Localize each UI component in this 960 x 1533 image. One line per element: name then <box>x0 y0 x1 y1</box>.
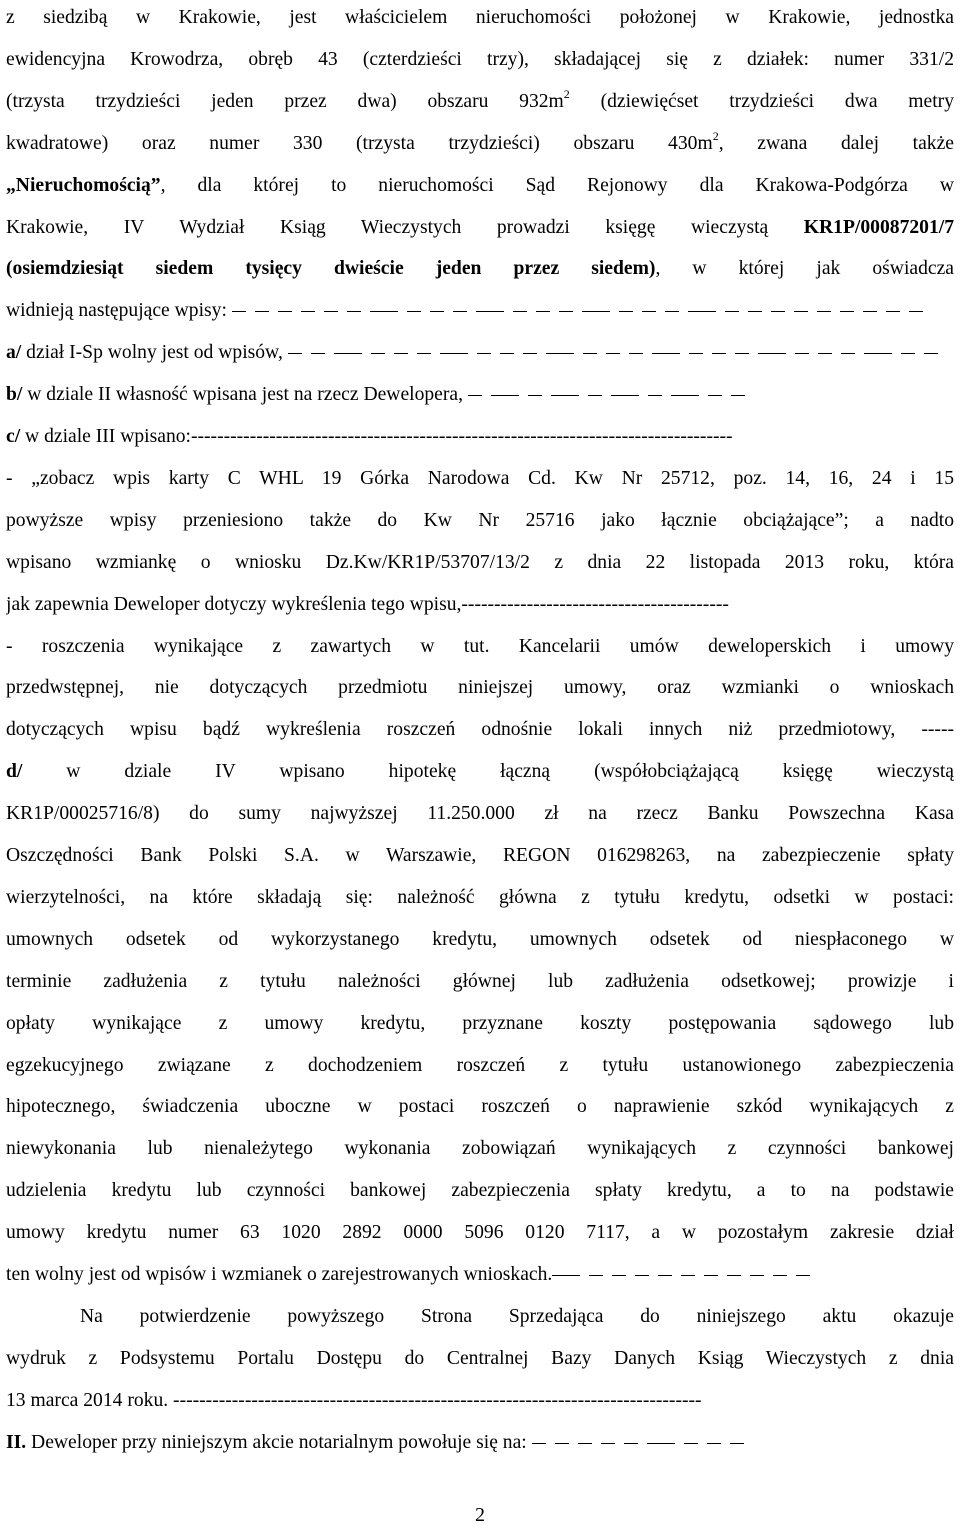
dash-filler <box>417 353 431 354</box>
bold-text: (osiemdziesiąt siedem tysięcy dwieście jeden przez siedem) <box>6 258 656 280</box>
text-span: ten wolny jest od wpisów i wzmianek o zarejestrowanych wnioskach. <box>6 1264 553 1285</box>
text-span: 13 marca 2014 roku. --------------------------------------------------------------------------------- <box>6 1389 702 1411</box>
dash-filler <box>924 353 938 354</box>
dash-filler <box>909 311 923 312</box>
dash-filler <box>794 311 808 312</box>
dash-filler <box>707 1443 721 1444</box>
dash-filler <box>370 311 398 312</box>
text-line <box>6 1131 954 1167</box>
text-span: powyższe wpisy przeniesiono także do Kw Nr 25716 jako łącznie obciążające”; a nadto <box>6 509 954 531</box>
dash-filler <box>619 311 633 312</box>
text-line <box>6 964 954 1000</box>
text-span: dział I-Sp wolny jest od wpisów, <box>21 342 288 364</box>
dash-filler <box>552 1275 580 1276</box>
text-line <box>6 419 954 455</box>
text-line <box>6 670 954 706</box>
text-line <box>6 1006 954 1042</box>
dash-filler <box>731 395 745 396</box>
text-line <box>6 1048 954 1084</box>
text-line <box>6 838 954 874</box>
text-line <box>6 84 954 120</box>
dash-filler <box>578 1443 592 1444</box>
text-span: (dziewięćset trzydzieści dwa metry <box>569 90 954 112</box>
dash-filler <box>704 1275 718 1276</box>
text-span: wierzytelności, na które składają się: należność główna z tytułu kredytu, odsetki w postaci: <box>6 886 954 908</box>
text-span: Oszczędności Bank Polski S.A. w Warszawie, REGON 016298263, na zabezpieczenie spłaty <box>6 845 954 866</box>
text-span: udzielenia kredytu lub czynności bankowej zabezpieczenia spłaty kredytu, a to na podstawie <box>6 1180 954 1202</box>
text-span: Deweloper przy niniejszym akcie notarialnym powołuje się na: <box>26 1431 532 1453</box>
dash-filler <box>684 1443 698 1444</box>
text-span: (trzysta trzydzieści jeden przez dwa) obszaru 932m <box>6 90 564 112</box>
text-line <box>6 293 954 329</box>
superscript: 2 <box>712 128 719 143</box>
dash-filler <box>394 353 408 354</box>
bold-text: „Nieruchomością” <box>6 174 161 196</box>
dash-filler <box>689 353 703 354</box>
text-line <box>6 42 954 78</box>
bold-text: KR1P/00087201/7 <box>803 216 954 238</box>
dash-filler <box>841 353 855 354</box>
dash-filler <box>818 353 832 354</box>
bold-text: d/ <box>6 761 23 783</box>
dash-filler <box>727 1275 741 1276</box>
text-line <box>6 1089 954 1125</box>
text-span: wpisano wzmiankę o wniosku Dz.Kw/KR1P/53707/13/2 z dnia 22 listopada 2013 roku, która <box>6 551 954 573</box>
dash-filler <box>624 1443 638 1444</box>
dash-filler <box>886 311 900 312</box>
dash-filler <box>688 311 716 312</box>
dash-filler <box>665 311 679 312</box>
dash-filler <box>528 395 542 396</box>
dash-filler <box>232 311 246 312</box>
dash-filler <box>771 311 785 312</box>
text-line <box>6 545 954 581</box>
text-span: w dziale II własność wpisana jest na rzecz Dewelopera, <box>22 384 468 406</box>
dash-filler <box>750 1275 764 1276</box>
text-line <box>6 1173 954 1209</box>
dash-filler <box>430 311 444 312</box>
text-span: terminie zadłużenia z tytułu należności głównej lub zadłużenia odsetkowej; prowizje i <box>6 970 954 992</box>
text-span: Na potwierdzenie powyższego Strona Sprzedająca do niniejszego aktu okazuje <box>80 1305 954 1327</box>
dash-filler <box>407 311 421 312</box>
text-span: w dziale IV wpisano hipotekę łączną (współobciążającą księgę wieczystą <box>22 761 954 783</box>
dash-filler <box>583 353 597 354</box>
text-span: Krakowie, IV Wydział Ksiąg Wieczystych prowadzi księgę wieczystą <box>6 216 804 238</box>
text-line <box>6 1425 954 1461</box>
bold-text: a/ <box>6 342 22 364</box>
text-line <box>6 1215 954 1251</box>
text-span: KR1P/00025716/8) do sumy najwyższej 11.250.000 zł na rzecz Banku Powszechna Kasa <box>6 803 954 825</box>
dash-filler <box>500 353 514 354</box>
dash-filler <box>652 353 680 354</box>
dash-filler <box>658 1275 672 1276</box>
page-number: 2 <box>475 1504 485 1526</box>
dash-filler <box>523 353 537 354</box>
dash-filler <box>611 395 639 396</box>
text-line <box>6 210 954 246</box>
text-span: dotyczących wpisu bądź wykreślenia roszczeń odnośnie lokali innych niż przedmiotowy, ----- <box>6 719 954 741</box>
text-span: widnieją następujące wpisy: <box>6 300 232 322</box>
dash-filler <box>758 353 786 354</box>
dash-filler <box>371 353 385 354</box>
bold-text: b/ <box>6 384 23 406</box>
bold-text: II. <box>6 1431 27 1453</box>
dash-filler <box>532 1443 546 1444</box>
dash-filler <box>671 395 699 396</box>
dash-filler <box>863 311 877 312</box>
text-span: w dziale III wpisano:----------------------------------------------------------------------------------- <box>20 426 733 447</box>
dash-filler <box>606 353 620 354</box>
dash-filler <box>546 353 574 354</box>
dash-filler <box>440 353 468 354</box>
text-line <box>6 629 954 665</box>
dash-filler <box>712 353 726 354</box>
dash-filler <box>588 395 602 396</box>
dash-filler <box>278 311 292 312</box>
text-span: przedwstępnej, nie dotyczących przedmiotu niniejszej umowy, oraz wzmianki o wnioskach <box>6 677 954 699</box>
dash-filler <box>347 311 361 312</box>
dash-filler <box>589 1275 603 1276</box>
text-span: z siedzibą w Krakowie, jest właścicielem nieruchomości położonej w Krakowie, jednostka <box>6 7 954 28</box>
dash-filler <box>334 353 362 354</box>
dash-filler <box>555 1443 569 1444</box>
text-span: umowy kredytu numer 63 1020 2892 0000 5096 0120 7117, a w pozostałym zakresie dział <box>6 1222 954 1244</box>
dash-filler <box>288 353 302 354</box>
dash-filler <box>648 395 662 396</box>
dash-filler <box>453 311 467 312</box>
dash-filler <box>311 353 325 354</box>
dash-filler <box>582 311 610 312</box>
text-line <box>6 587 954 623</box>
dash-filler <box>708 395 722 396</box>
dash-filler <box>735 353 749 354</box>
bold-text: c/ <box>6 426 21 447</box>
dash-filler <box>725 311 739 312</box>
text-line <box>6 922 954 958</box>
dash-filler <box>629 353 643 354</box>
text-span: umownych odsetek od wykorzystanego kredytu, umownych odsetek od niespłaconego w <box>6 928 954 950</box>
text-line <box>6 1383 954 1419</box>
dash-filler <box>612 1275 626 1276</box>
text-line <box>6 712 954 748</box>
text-span: - roszczenia wynikające z zawartych w tut. Kancelarii umów deweloperskich i umowy <box>6 635 954 657</box>
text-line <box>6 503 954 539</box>
dash-filler <box>301 311 315 312</box>
dash-filler <box>642 311 656 312</box>
dash-filler <box>730 1443 744 1444</box>
dash-filler <box>491 395 519 396</box>
text-line <box>6 126 954 162</box>
dash-filler <box>635 1275 649 1276</box>
text-line <box>6 880 954 916</box>
text-span: wydruk z Podsystemu Portalu Dostępu do Centralnej Bazy Danych Ksiąg Wieczystych z dnia <box>6 1347 954 1369</box>
dash-filler <box>324 311 338 312</box>
dash-filler <box>748 311 762 312</box>
text-line <box>6 461 954 497</box>
text-line <box>6 251 954 287</box>
text-line <box>6 754 954 790</box>
text-span: hipotecznego, świadczenia uboczne w postaci roszczeń o naprawienie szkód wynikających z <box>6 1096 954 1118</box>
text-span: - „zobacz wpis karty C WHL 19 Górka Narodowa Cd. Kw Nr 25712, poz. 14, 16, 24 i 15 <box>6 467 954 489</box>
dash-filler <box>255 311 269 312</box>
dash-filler <box>864 353 892 354</box>
text-span: , w której jak oświadcza <box>655 258 954 280</box>
dash-filler <box>795 353 809 354</box>
superscript: 2 <box>563 86 570 101</box>
text-line <box>6 335 954 371</box>
dash-filler <box>647 1443 675 1444</box>
dash-filler <box>559 311 573 312</box>
text-span: egzekucyjnego związane z dochodzeniem roszczeń z tytułu ustanowionego zabezpieczenia <box>6 1054 954 1076</box>
dash-filler <box>476 311 504 312</box>
dash-filler <box>551 395 579 396</box>
dash-filler <box>513 311 527 312</box>
dash-filler <box>681 1275 695 1276</box>
text-line <box>6 377 954 413</box>
dash-filler <box>601 1443 615 1444</box>
text-span: opłaty wynikające z umowy kredytu, przyznane koszty postępowania sądowego lub <box>6 1012 954 1034</box>
dash-filler <box>468 395 482 396</box>
text-line <box>6 1299 954 1335</box>
text-span: , zwana dalej także <box>718 132 954 154</box>
dash-filler <box>536 311 550 312</box>
dash-filler <box>817 311 831 312</box>
dash-filler <box>477 353 491 354</box>
text-line <box>6 1341 954 1377</box>
text-line <box>6 0 954 36</box>
text-span: niewykonania lub nienależytego wykonania zobowiązań wynikających z czynności bankowej <box>6 1138 954 1160</box>
text-span: ewidencyjna Krowodrza, obręb 43 (czterdzieści trzy), składającej się z działek: numer 331/2 <box>6 48 954 70</box>
text-span: jak zapewnia Deweloper dotyczy wykreślenia tego wpisu,----------------------------------------- <box>6 593 729 615</box>
dash-filler <box>840 311 854 312</box>
text-line <box>6 1257 954 1293</box>
text-line <box>6 168 954 204</box>
dash-filler <box>901 353 915 354</box>
dash-filler <box>773 1275 787 1276</box>
text-span: kwadratowe) oraz numer 330 (trzysta trzydzieści) obszaru 430m <box>6 132 713 154</box>
text-span: , dla której to nieruchomości Sąd Rejonowy dla Krakowa-Podgórza w <box>160 174 954 196</box>
dash-filler <box>796 1275 810 1276</box>
text-line <box>6 796 954 832</box>
